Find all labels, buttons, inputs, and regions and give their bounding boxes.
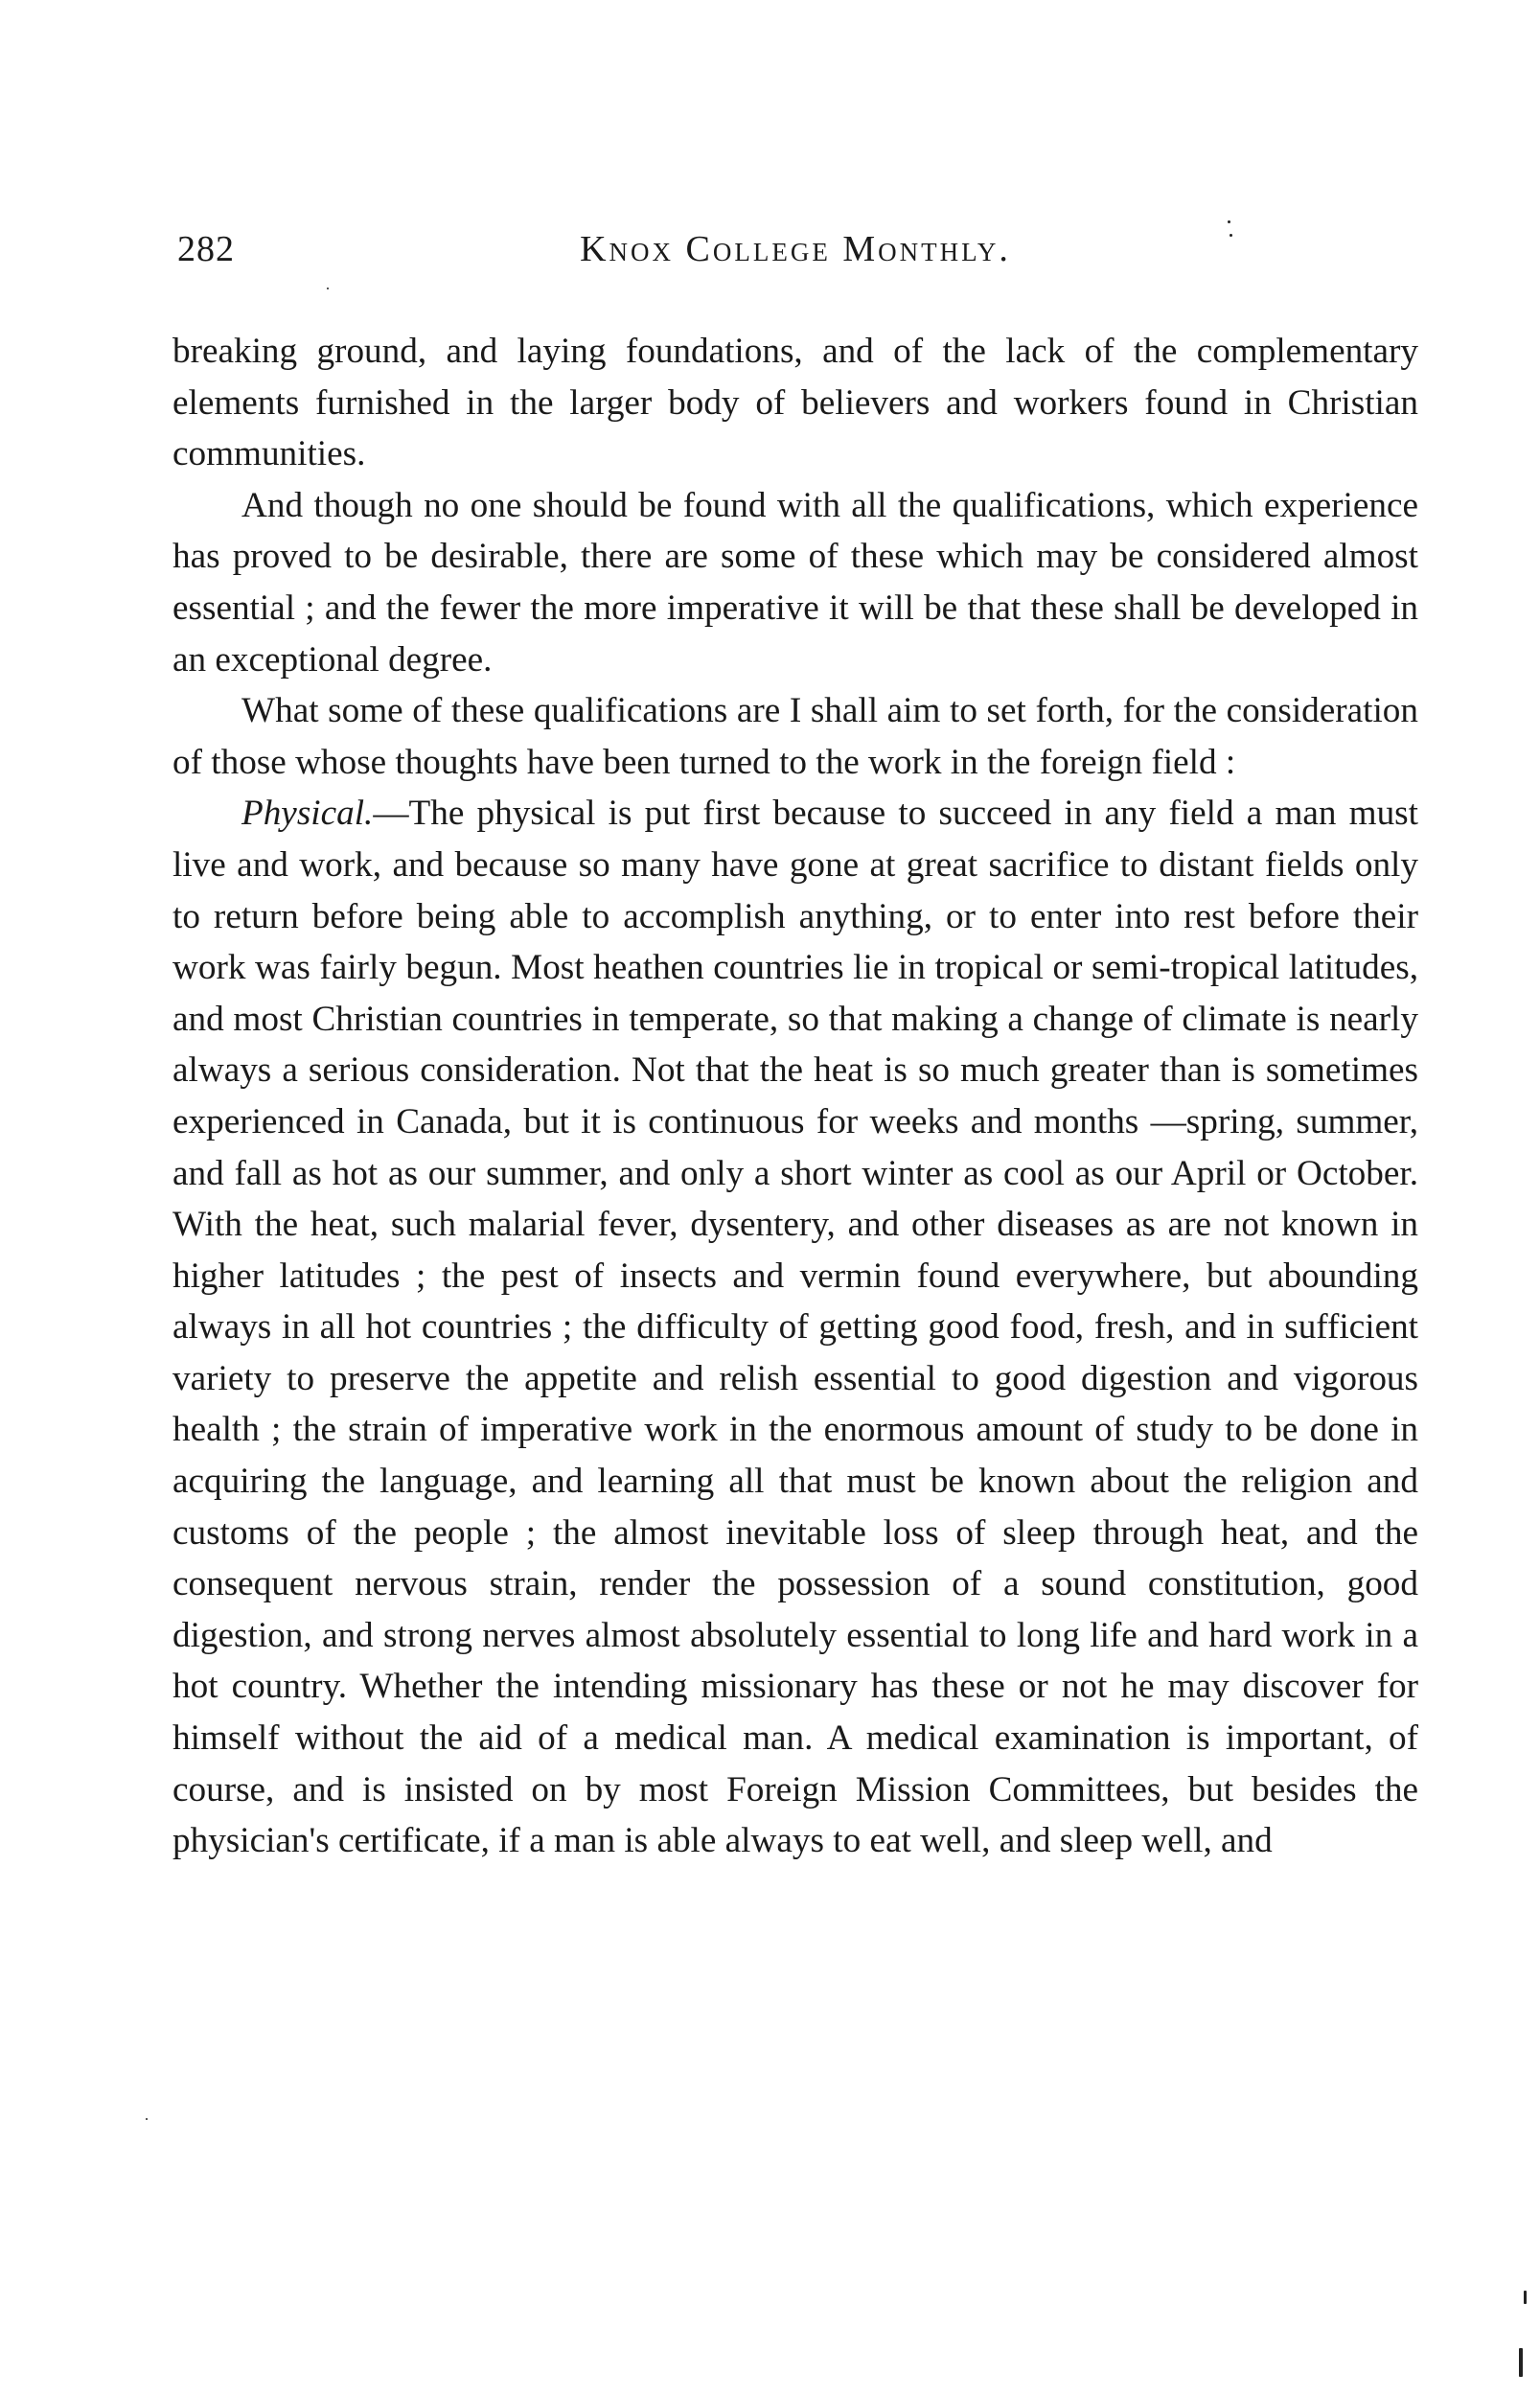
running-title: Knox College Monthly. [580,229,1011,269]
paragraph: And though no one should be found with all the qualifications, which experience has proved to be desirable, there are some of these which may be considered almost essential ; and the fewer the more imperative it will be that these shall be developed in an exceptional degree. [172,485,1418,680]
scan-speck [146,2118,148,2120]
paragraph: What some of these qualifications are I shall aim to set forth, for the consideration of those whose thoughts have been turned to the work in the foreign field : [172,691,1418,782]
physical-text: —The physical is put first because to succeed in any field a man must live and work, and because so many have gone at great sacrifice to distant fields only to return before being able to accomplish anything, or to enter into rest before their work was fairly begun. Most heathen countries lie in tropical or semi-tropical latitudes, and most Christian countries in temperate, so that making a change of climate is nearly always a serious consideration. Not that the heat is so much greater than is sometimes experienced in Canada, but it is continuous for weeks and months —spring, summer, and fall as hot as our summer, and only a short winter as cool as our April or October. With the heat, such malarial fever, dysentery, and other diseases as are not known in higher latitudes ; the pest of insects and vermin found everywhere, but abounding always in all hot countries ; the difficulty of getting good food, fresh, and in sufficient variety to preserve the appetite and relish essential to good digestion and vigorous health ; the strain of imperative work in the enormous amount of study to be done in acquiring the language, and learning all that must be known about the religion and customs of the people ; the almost inevitable loss of sleep through heat, and the consequent nervous strain, render the possession of a sound constitution, good digestion, and strong nerves almost absolutely essential to long life and hard work in a hot country. Whether the intending missionary has these or not he may discover for himself without the aid of a medical man. A medical examination is important, of course, and is insisted on by most Foreign Mission Committees, but besides the physician's certificate, if a man is able always to eat well, and sleep well, and [172,794,1418,1861]
paragraph: breaking ground, and laying foundations, and of the lack of the complementary elements furnished in the larger body of believers and workers found in Christian communities. [172,332,1418,474]
section-title-physical: Physical. [241,794,374,834]
scan-speck [327,288,329,289]
scan-speck [1524,2291,1527,2304]
scan-speck [1519,2348,1523,2377]
scan-speck [1230,234,1232,237]
physical-paragraph [172,788,1418,1866]
scan-speck [1228,220,1230,223]
page-header [177,228,1414,286]
page-number: 282 [177,229,235,269]
body-text [172,326,1418,1867]
